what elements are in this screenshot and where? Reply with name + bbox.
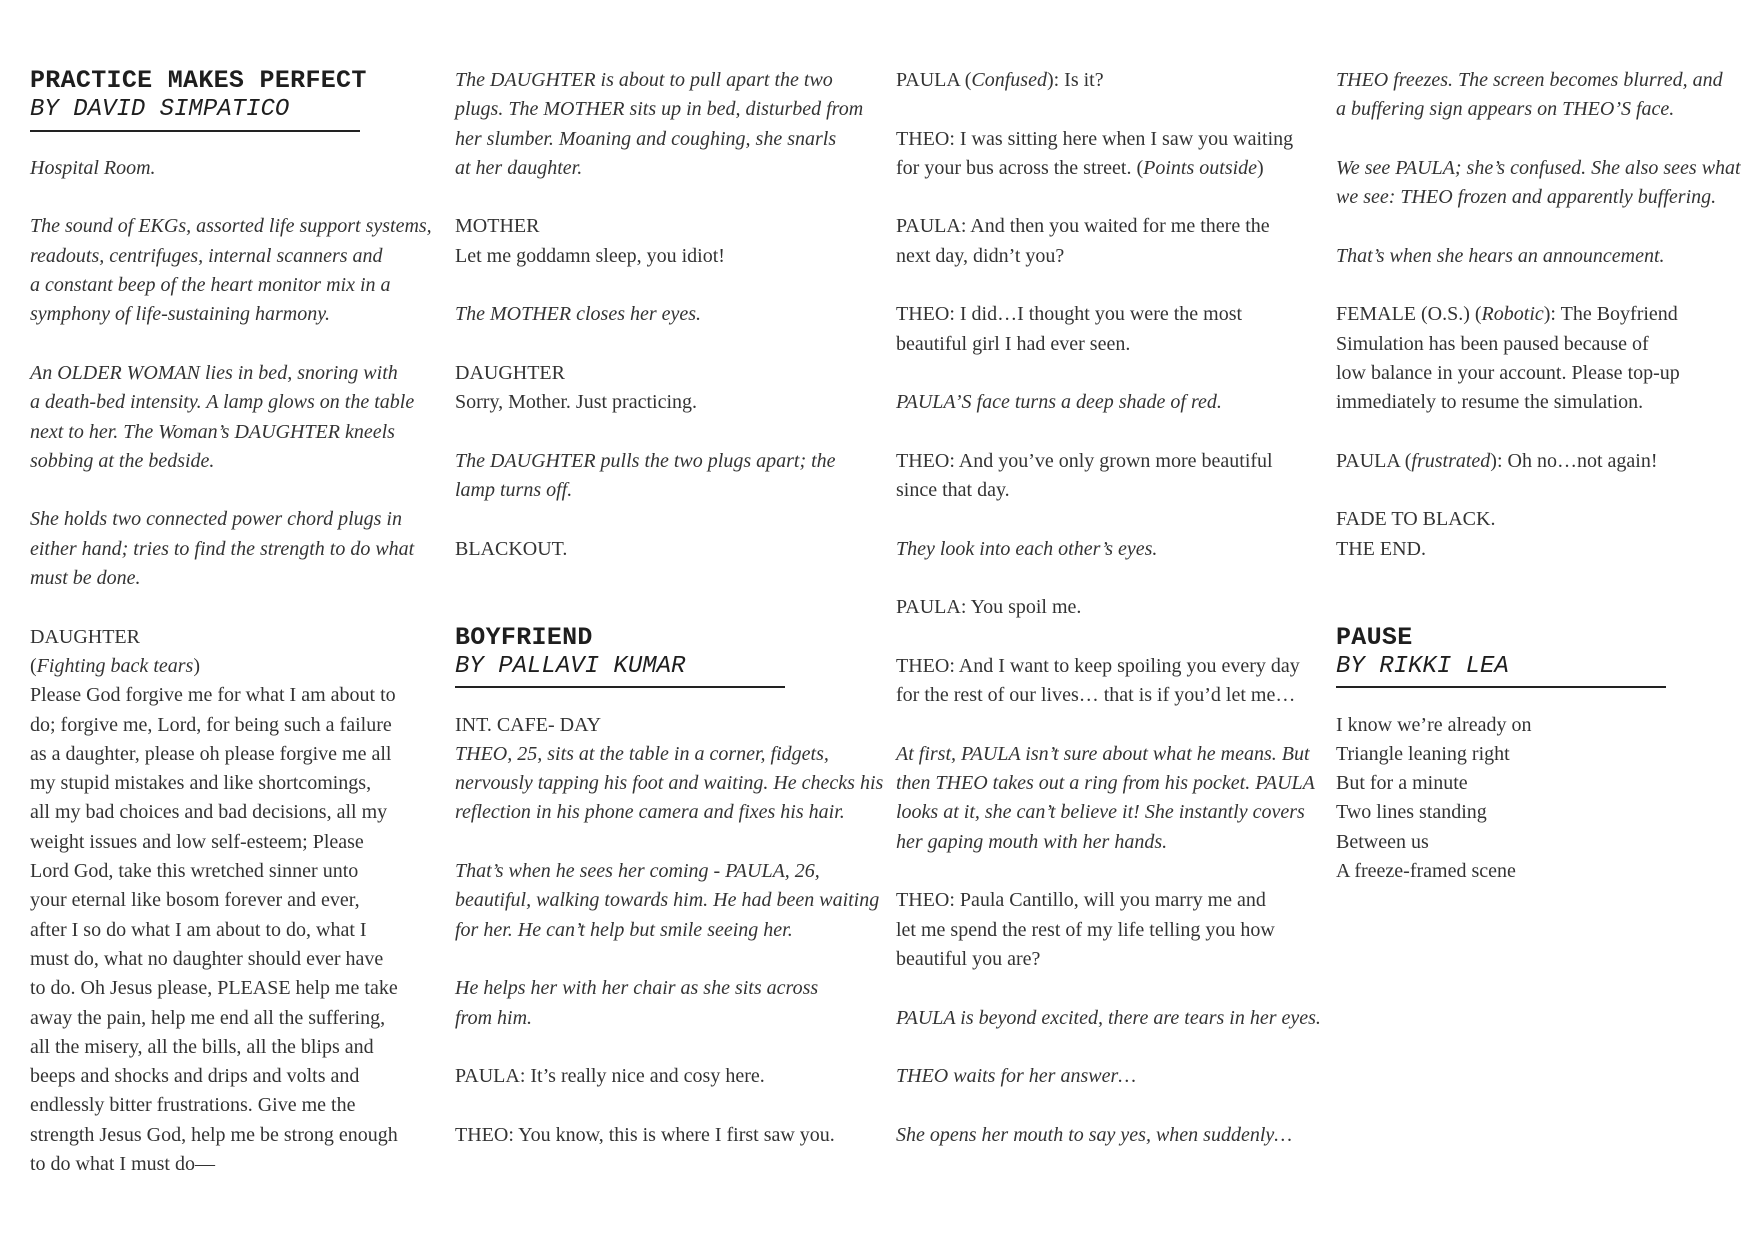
text-segment: for your bus across the street. ( bbox=[896, 156, 1144, 179]
text-line: Lord God, take this wretched sinner unto bbox=[30, 860, 359, 883]
text-line: must do, what no daughter should ever have bbox=[30, 947, 384, 970]
text-line: symphony of life-sustaining harmony. bbox=[30, 303, 330, 326]
text-line: after I so do what I am about to do, what I bbox=[30, 918, 367, 941]
dialogue-paragraph bbox=[896, 212, 1321, 271]
text-line: beautiful, walking towards him. He had been waiting bbox=[455, 889, 880, 912]
stage-direction bbox=[896, 1004, 1321, 1033]
stage-direction bbox=[896, 1062, 1321, 1091]
text-line: PAULA: You spoil me. bbox=[896, 596, 1082, 619]
text-line: next day, didn’t you? bbox=[896, 244, 1065, 267]
text-line: strength Jesus God, help me be strong enough bbox=[30, 1123, 398, 1146]
text-line: for the rest of our lives… that is if you’d let me… bbox=[896, 684, 1296, 707]
text-line: endlessly bitter frustrations. Give me the bbox=[30, 1094, 356, 1117]
play-title: PRACTICE MAKES PERFECT bbox=[30, 66, 367, 95]
text-segment: ( bbox=[30, 654, 37, 677]
play-title: BOYFRIEND bbox=[455, 622, 593, 652]
dialogue-paragraph bbox=[455, 535, 880, 564]
dialogue-paragraph bbox=[455, 1121, 880, 1150]
text-line: We see PAULA; she’s confused. She also sees what bbox=[1336, 156, 1741, 179]
stage-direction bbox=[30, 154, 440, 183]
text-line: That’s when he sees her coming - PAULA, 26, bbox=[455, 860, 820, 883]
text-line: THEO: I did…I thought you were the most bbox=[896, 303, 1243, 326]
text-line: low balance in your account. Please top-up bbox=[1336, 361, 1680, 384]
text-segment: ): Oh no…not again! bbox=[1490, 449, 1658, 472]
italic-text: frustrated bbox=[1411, 449, 1491, 472]
stage-direction bbox=[896, 388, 1321, 417]
text-segment: PAULA ( bbox=[896, 69, 972, 91]
text-line: lamp turns off. bbox=[455, 479, 573, 502]
text-line: PAULA is beyond excited, there are tears in her eyes. bbox=[896, 1006, 1321, 1029]
dialogue-paragraph bbox=[455, 359, 880, 418]
text-line: beeps and shocks and drips and volts and bbox=[30, 1065, 360, 1088]
text-line: INT. CAFE- DAY bbox=[455, 713, 602, 736]
text-line: to do what I must do— bbox=[30, 1152, 215, 1175]
stage-direction bbox=[455, 66, 880, 183]
dialogue-paragraph bbox=[30, 623, 440, 1180]
text-line: I know we’re already on bbox=[1336, 713, 1532, 736]
dialogue-paragraph bbox=[1336, 711, 1746, 887]
play-heading bbox=[1336, 623, 1746, 689]
play-heading bbox=[455, 623, 880, 689]
stage-direction bbox=[30, 212, 440, 329]
dialogue-paragraph bbox=[896, 886, 1321, 974]
stage-direction bbox=[455, 974, 880, 1033]
text-line: MOTHER bbox=[455, 215, 540, 238]
text-line: THEO waits for her answer… bbox=[896, 1065, 1137, 1088]
text-line: BLACKOUT. bbox=[455, 537, 568, 560]
text-line bbox=[455, 798, 880, 827]
text-line: THEO: And you’ve only grown more beautiful bbox=[896, 449, 1273, 472]
text-line: sobbing at the bedside. bbox=[30, 449, 215, 472]
text-line: a constant beep of the heart monitor mix in a bbox=[30, 274, 391, 297]
text-line: PAULA: It’s really nice and cosy here. bbox=[455, 1065, 765, 1088]
text-line: THEO freezes. The screen becomes blurred, and bbox=[1336, 69, 1723, 91]
text-line: at her daughter. bbox=[455, 156, 583, 179]
text-line: her gaping mouth with her hands. bbox=[896, 830, 1168, 853]
text-line: Please God forgive me for what I am about to bbox=[30, 684, 396, 707]
text-line: The DAUGHTER pulls the two plugs apart; the bbox=[455, 449, 836, 472]
stage-direction bbox=[30, 505, 440, 593]
text-line bbox=[455, 769, 884, 798]
text-line: plugs. The MOTHER sits up in bed, disturbed from bbox=[455, 98, 864, 121]
text-line: all my bad choices and bad decisions, all my bbox=[30, 801, 388, 824]
text-line bbox=[896, 66, 1321, 95]
stage-direction bbox=[1336, 242, 1746, 271]
heading-divider bbox=[30, 130, 360, 132]
text-line: Triangle leaning right bbox=[1336, 742, 1510, 765]
text-line bbox=[896, 154, 1321, 183]
text-line bbox=[30, 652, 440, 681]
text-line: a buffering sign appears on THEO’S face. bbox=[1336, 98, 1675, 121]
text-line: Hospital Room. bbox=[30, 156, 156, 179]
text-line: PAULA: And then you waited for me there the bbox=[896, 215, 1270, 238]
text-line: At first, PAULA isn’t sure about what he means. But bbox=[896, 742, 1310, 765]
text-line: PAULA’S face turns a deep shade of red. bbox=[896, 391, 1222, 414]
text-line: let me spend the rest of my life telling you how bbox=[896, 918, 1275, 941]
text-line: away the pain, help me end all the suffering, bbox=[30, 1006, 386, 1029]
play-byline: BY RIKKI LEA bbox=[1336, 652, 1509, 680]
text-line: But for a minute bbox=[1336, 772, 1468, 795]
text-line bbox=[1336, 447, 1746, 476]
dialogue-paragraph bbox=[896, 66, 1321, 95]
dialogue-paragraph bbox=[455, 212, 880, 271]
italic-text: reflection in his phone camera and fixes his hair. bbox=[455, 801, 845, 824]
text-line: A freeze-framed scene bbox=[1336, 860, 1516, 883]
dialogue-paragraph bbox=[896, 447, 1321, 506]
text-line: all the misery, all the bills, all the blips and bbox=[30, 1035, 374, 1058]
dialogue-paragraph bbox=[455, 1062, 880, 1091]
stage-direction bbox=[896, 1121, 1321, 1150]
text-line: to do. Oh Jesus please, PLEASE help me take bbox=[30, 977, 398, 1000]
text-line: must be done. bbox=[30, 567, 141, 590]
italic-text: nervously tapping his foot and waiting. He checks his bbox=[455, 772, 884, 795]
text-line: my stupid mistakes and like shortcomings, bbox=[30, 772, 372, 795]
text-line: The MOTHER closes her eyes. bbox=[455, 303, 702, 326]
text-line: He helps her with her chair as she sits across bbox=[455, 977, 819, 1000]
column-3 bbox=[896, 66, 1321, 1179]
text-line: then THEO takes out a ring from his pocket. PAULA bbox=[896, 772, 1315, 795]
text-line: weight issues and low self-esteem; Please bbox=[30, 830, 364, 853]
text-line: since that day. bbox=[896, 479, 1010, 502]
text-line: as a daughter, please oh please forgive me all bbox=[30, 742, 392, 765]
play-byline: BY PALLAVI KUMAR bbox=[455, 652, 686, 680]
stage-direction bbox=[896, 740, 1321, 857]
dialogue-paragraph bbox=[1336, 447, 1746, 476]
dialogue-paragraph bbox=[896, 125, 1321, 184]
text-line bbox=[1336, 300, 1746, 329]
text-line: FADE TO BLACK. bbox=[1336, 508, 1496, 531]
dialogue-paragraph bbox=[896, 300, 1321, 359]
dialogue-paragraph bbox=[455, 711, 884, 828]
text-line: for her. He can’t help but smile seeing her. bbox=[455, 918, 793, 941]
text-line: immediately to resume the simulation. bbox=[1336, 391, 1644, 414]
text-line: her slumber. Moaning and coughing, she snarls bbox=[455, 127, 837, 150]
dialogue-paragraph bbox=[1336, 300, 1746, 417]
italic-text: THEO, 25, sits at the table in a corner, fidgets, bbox=[455, 742, 829, 765]
text-line: The sound of EKGs, assorted life support systems, bbox=[30, 215, 432, 238]
text-line: Simulation has been paused because of bbox=[1336, 332, 1649, 355]
text-line: do; forgive me, Lord, for being such a failure bbox=[30, 713, 392, 736]
italic-text: Fighting back tears bbox=[36, 654, 194, 677]
stage-direction bbox=[1336, 66, 1746, 125]
text-line: DAUGHTER bbox=[455, 361, 565, 384]
heading-divider bbox=[455, 686, 785, 688]
text-line: we see: THEO frozen and apparently buffering. bbox=[1336, 186, 1717, 209]
text-line: She opens her mouth to say yes, when suddenly… bbox=[896, 1123, 1293, 1146]
text-line: DAUGHTER bbox=[30, 625, 140, 648]
text-segment: FEMALE (O.S.) ( bbox=[1336, 303, 1482, 326]
text-line: Two lines standing bbox=[1336, 801, 1487, 824]
text-line: readouts, centrifuges, internal scanners and bbox=[30, 244, 383, 267]
dialogue-paragraph bbox=[896, 652, 1321, 711]
stage-direction bbox=[455, 857, 880, 945]
column-2 bbox=[455, 66, 884, 1179]
text-line: THEO: And I want to keep spoiling you every day bbox=[896, 654, 1300, 677]
heading-divider bbox=[1336, 686, 1666, 688]
text-line: Between us bbox=[1336, 830, 1429, 853]
stage-direction bbox=[896, 535, 1321, 564]
play-title: PAUSE bbox=[1336, 622, 1413, 652]
dialogue-paragraph bbox=[1336, 505, 1746, 564]
text-line: beautiful girl I had ever seen. bbox=[896, 332, 1131, 355]
text-segment: ) bbox=[193, 654, 200, 677]
stage-direction bbox=[1336, 154, 1746, 213]
text-segment: ): The Boyfriend bbox=[1543, 303, 1678, 326]
text-line: next to her. The Woman’s DAUGHTER kneels bbox=[30, 420, 395, 443]
text-line: THEO: Paula Cantillo, will you marry me and bbox=[896, 889, 1266, 912]
text-line: your eternal like bosom forever and ever, bbox=[30, 889, 360, 912]
text-line: They look into each other’s eyes. bbox=[896, 537, 1158, 560]
text-line: looks at it, she can’t believe it! She instantly covers bbox=[896, 801, 1305, 824]
text-line: either hand; tries to find the strength to do what bbox=[30, 537, 415, 560]
stage-direction bbox=[455, 300, 880, 329]
text-segment: PAULA ( bbox=[1336, 449, 1412, 472]
text-line: beautiful you are? bbox=[896, 947, 1041, 970]
text-line: An OLDER WOMAN lies in bed, snoring with bbox=[30, 361, 398, 384]
text-segment: ): Is it? bbox=[1046, 69, 1104, 91]
text-line: She holds two connected power chord plugs in bbox=[30, 508, 402, 531]
dialogue-paragraph bbox=[896, 593, 1321, 622]
text-line: THE END. bbox=[1336, 537, 1426, 560]
text-line: from him. bbox=[455, 1006, 533, 1029]
text-line: THEO: You know, this is where I first saw you. bbox=[455, 1123, 835, 1146]
italic-text: Points outside bbox=[1143, 156, 1258, 179]
text-segment: ) bbox=[1257, 156, 1264, 179]
text-line: The DAUGHTER is about to pull apart the two bbox=[455, 69, 833, 91]
stage-direction bbox=[30, 359, 440, 476]
column-1 bbox=[30, 66, 440, 1209]
text-line bbox=[455, 740, 880, 769]
text-line: Sorry, Mother. Just practicing. bbox=[455, 391, 698, 414]
play-heading bbox=[30, 66, 440, 132]
text-line: a death-bed intensity. A lamp glows on the table bbox=[30, 391, 415, 414]
column-4 bbox=[1336, 66, 1746, 916]
text-line: That’s when she hears an announcement. bbox=[1336, 244, 1665, 267]
text-line: Let me goddamn sleep, you idiot! bbox=[455, 244, 725, 267]
stage-direction bbox=[455, 447, 880, 506]
italic-text: Confused bbox=[971, 69, 1047, 91]
play-byline: BY DAVID SIMPATICO bbox=[30, 96, 290, 124]
text-line: THEO: I was sitting here when I saw you waiting bbox=[896, 127, 1294, 150]
italic-text: Robotic bbox=[1481, 303, 1544, 326]
